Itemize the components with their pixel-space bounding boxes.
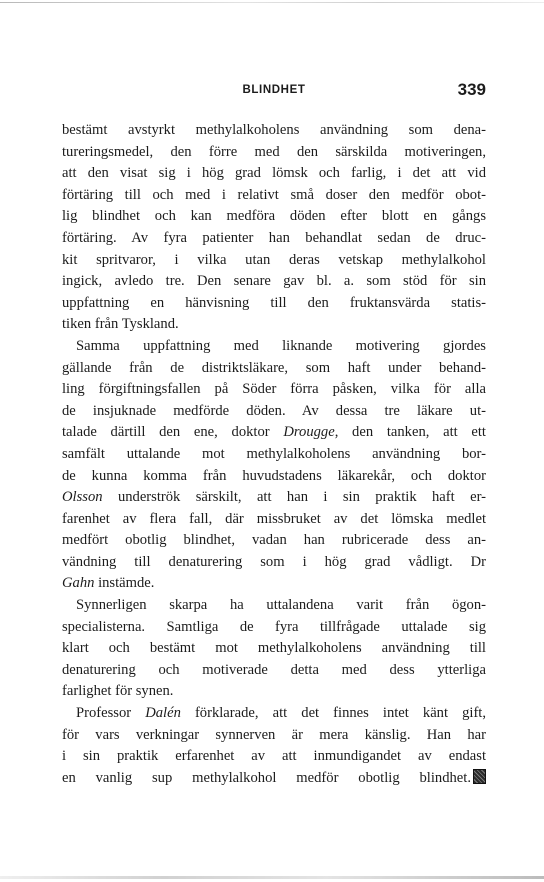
text-line: specialisterna. Samtliga de fyra tillfrågade uttalade sig (62, 618, 486, 635)
text-line (62, 422, 486, 444)
text-line: bestämt avstyrkt methylalkoholens användning som dena- (62, 122, 486, 138)
person-name: Gahn (62, 575, 95, 592)
person-name: Dalén (145, 705, 181, 722)
line-text: förklarade, att det finnes intet känt gift, (180, 705, 486, 722)
paragraph-start-line: Synnerligen skarpa ha uttalandena varit från ögon- (76, 597, 486, 614)
page-number: 339 (457, 80, 486, 99)
line-text: instämde. (94, 575, 155, 592)
text-line: för vars verkningar synnerven är mera känslig. Han har (62, 726, 486, 743)
text-line: ingick, avledo tre. Den senare gav bl. a. som stöd för sin (62, 273, 486, 290)
text-line (62, 768, 486, 790)
text-line: denaturering och motiverade detta med dess ytterliga (62, 661, 486, 678)
page-bottom-edge (0, 876, 544, 879)
text-line: klart och bestämt mot methylalkoholens användning till (62, 640, 486, 657)
text-line: kit spritvaror, i vilka utan deras vetskap methylalkohol (62, 251, 486, 268)
text-line: gällande från de distriktsläkare, som haft under behand- (62, 359, 486, 376)
person-name: Olsson (62, 489, 103, 506)
running-title: BLINDHET (242, 84, 306, 96)
text-line: att den visat sig i hög grad lömsk och farlig, i det att vid (62, 165, 486, 182)
running-head (62, 80, 486, 102)
line-text: Professor (76, 705, 146, 722)
text-line: vändning till denaturering som i hög grad vådligt. Dr (62, 553, 486, 570)
text-line: medfört obotlig blindhet, vadan han rubricerade dess an- (62, 532, 486, 549)
text-line: de kunna komma från huvudstadens läkarekår, och doktor (62, 467, 486, 484)
line-text: en vanlig sup methylalkohol medför obotlig blindhet. (62, 769, 471, 786)
line-text: talade därtill den ene, doktor (62, 424, 284, 441)
text-line (62, 487, 486, 509)
print-marker-icon (473, 769, 486, 784)
paragraph-start-line: Samma uppfattning med liknande motivering gjordes (76, 337, 486, 354)
text-line: lig blindhet och kan medföra döden efter blott en gångs (62, 208, 486, 225)
text-line: ling förgiftningsfallen på Söder förra påsken, vilka för alla (62, 381, 486, 398)
text-line: i sin praktik erfarenhet av att inmundigandet av endast (62, 748, 486, 765)
text-line: förtäring. Av fyra patienter han behandlat sedan de druc- (62, 229, 486, 246)
body-text (62, 120, 486, 789)
paragraph-start-line (62, 703, 486, 725)
person-name: Drougge (283, 424, 335, 441)
text-line: samfält uttalande mot methylalkoholens användning bor- (62, 445, 486, 462)
text-line: tureringsmedel, den förre med den särskilda motiveringen, (62, 143, 486, 160)
text-line: farenhet av flera fall, där missbruket av det lömska medlet (62, 510, 486, 527)
text-line: förtäring till och med i relativt små doser den medför obot- (62, 186, 486, 203)
line-text: underströk särskilt, att han i sin praktik haft er- (102, 489, 486, 506)
text-line: de insjuknade medförde döden. Av dessa tre läkare ut- (62, 402, 486, 419)
text-line: uppfattning en hänvisning till den fruktansvärda statis- (62, 294, 486, 311)
paragraph-end-line (62, 573, 486, 595)
page-top-edge (0, 2, 544, 3)
paragraph-end-line: tiken från Tyskland. (62, 316, 179, 333)
paragraph-end-line: farlighet för synen. (62, 683, 174, 700)
line-text: , den tanken, att ett (334, 424, 486, 441)
